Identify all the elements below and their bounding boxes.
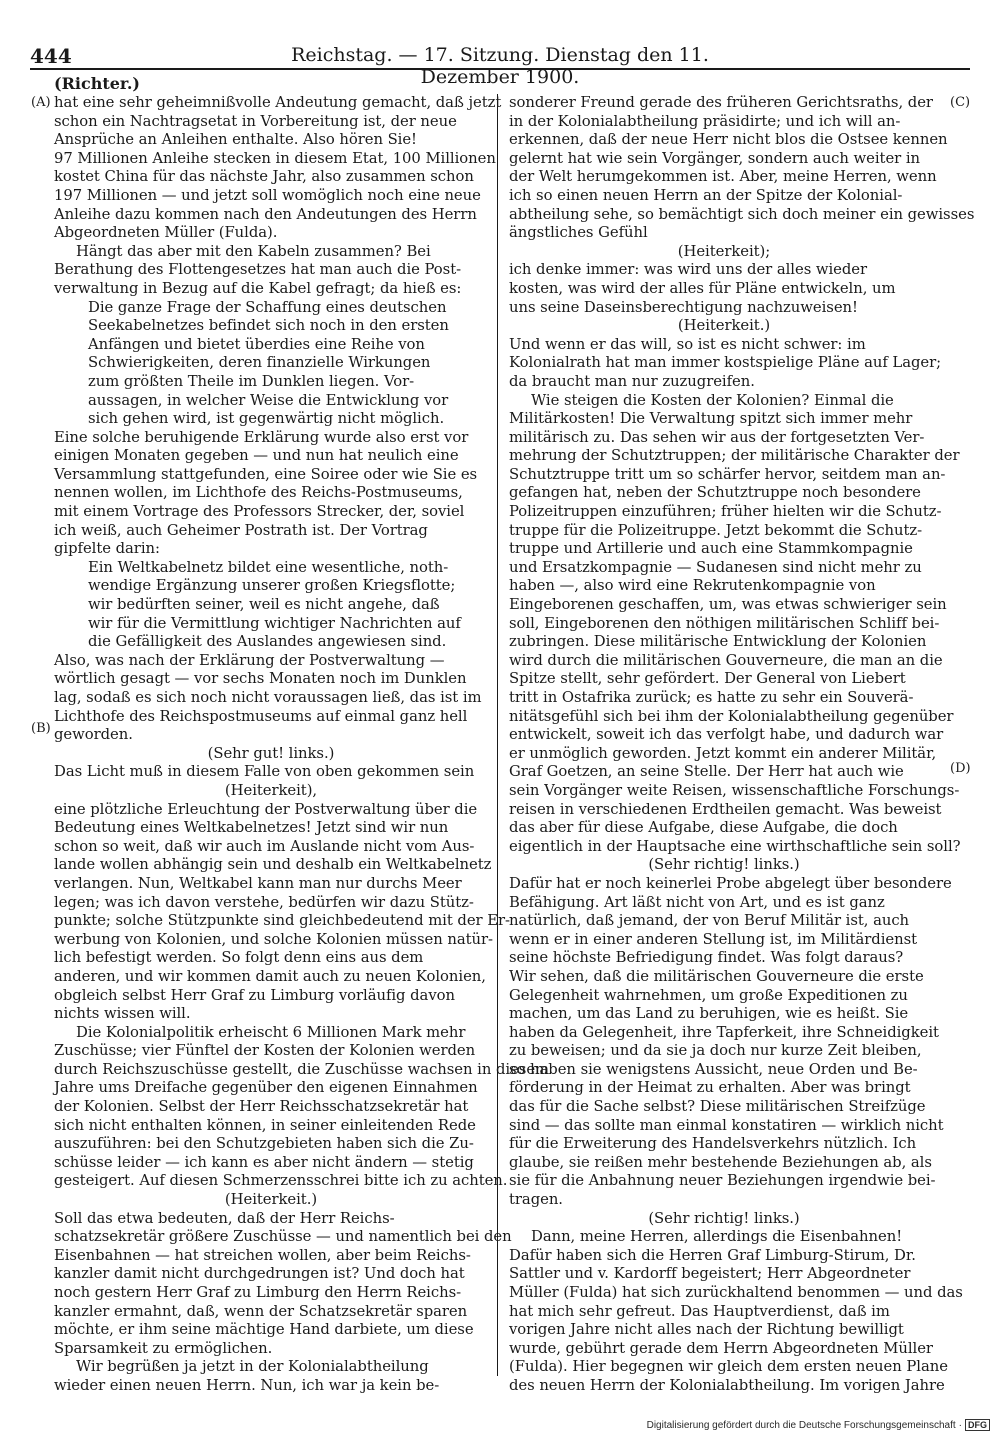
text-line: sich gehen wird, ist gegenwärtig nicht möglich.: [88, 410, 445, 428]
text-line: Wie steigen die Kosten der Kolonien? Einmal die: [531, 391, 894, 409]
text-line: Seekabelnetzes befindet sich noch in den ersten: [88, 317, 449, 335]
text-line: haben da Gelegenheit, ihre Tapferkeit, ihre Schneidigkeit: [509, 1023, 939, 1041]
text-line: wörtlich gesagt — vor sechs Monaten noch im Dunklen: [54, 670, 467, 688]
text-line: förderung in der Heimat zu erhalten. Aber was bringt: [509, 1079, 911, 1097]
text-line: (Heiterkeit);: [677, 242, 771, 260]
text-line: mit einem Vortrage des Professors Strecker, der, soviel: [54, 503, 465, 521]
text-line: Spitze stellt, sehr gefördert. Der General von Liebert: [509, 670, 906, 688]
text-line: sonderer Freund gerade des früheren Gerichtsraths, der: [509, 94, 933, 111]
text-line: nitätsgefühl sich bei ihm der Kolonialabtheilung gegenüber: [509, 707, 954, 725]
text-line: Dann, meine Herren, allerdings die Eisenbahnen!: [531, 1228, 903, 1246]
text-line: (Heiterkeit.): [677, 317, 771, 335]
text-line: machen, um das Land zu beruhigen, wie es heißt. Sie: [509, 1005, 909, 1023]
text-line: hat mich sehr gefreut. Das Hauptverdienst, daß im: [509, 1302, 890, 1320]
text-line: sich nicht enthalten können, in seiner einleitenden Rede: [54, 1116, 476, 1134]
text-line: die Gefälligkeit des Auslandes angewiesen sind.: [88, 633, 447, 651]
column-divider: [497, 94, 498, 1376]
text-line: nennen wollen, im Lichthofe des Reichs-Postmuseums,: [54, 484, 463, 502]
text-line: ängstliches Gefühl: [509, 224, 648, 242]
text-line: Und wenn er das will, so ist es nicht schwer: im: [509, 335, 866, 353]
text-line: aussagen, in welcher Weise die Entwicklung vor: [88, 391, 449, 409]
text-line: Zuschüsse; vier Fünftel der Kosten der Kolonien werden: [54, 1042, 476, 1060]
text-line: verwaltung in Bezug auf die Kabel gefragt; da hieß es:: [54, 279, 462, 297]
text-line: wendige Ergänzung unserer großen Kriegsflotte;: [88, 577, 456, 595]
page-number: 444: [30, 44, 72, 68]
text-line: gefangen hat, neben der Schutztruppe noch besondere: [509, 484, 921, 502]
text-line: der Kolonien. Selbst der Herr Reichsschatzsekretär hat: [54, 1098, 469, 1116]
text-line: abtheilung sehe, so bemächtigt sich doch meiner ein gewisses: [509, 205, 975, 223]
text-line: lag, sodaß es sich noch nicht voraussagen ließ, das ist im: [54, 689, 482, 706]
text-line: Müller (Fulda) hat sich zurückhaltend benommen — und das: [509, 1284, 963, 1301]
text-line: das aber für diese Aufgabe, diese Aufgabe, die doch: [509, 819, 898, 837]
text-line: Wir sehen, daß die militärischen Gouverneure die erste: [509, 967, 924, 985]
text-line: kosten, was wird der alles für Pläne entwickeln, um: [509, 279, 896, 297]
text-line: Anfängen und bietet überdies eine Reihe von: [88, 335, 425, 353]
text-line: so haben sie wenigstens Aussicht, neue Orden und Be-: [509, 1060, 918, 1078]
text-line: er unmöglich geworden. Jetzt kommt ein anderer Militär,: [509, 744, 937, 762]
text-line: wir bedürften seiner, weil es nicht angehe, daß: [88, 596, 440, 614]
text-line: ich so einen neuen Herrn an der Spitze der Kolonial-: [509, 186, 903, 204]
text-line: der Welt herumgekommen ist. Aber, meine Herren, wenn: [509, 168, 937, 186]
text-line: gelernt hat wie sein Vorgänger, sondern auch weiter in: [509, 149, 920, 167]
text-line: uns seine Daseinsberechtigung nachzuweisen!: [509, 298, 858, 316]
text-line: Hängt das aber mit den Kabeln zusammen? Bei: [76, 242, 431, 260]
text-line: schon ein Nachtragsetat in Vorbereitung ist, der neue: [54, 112, 457, 130]
running-title: Reichstag. — 17. Sitzung. Dienstag den 11. Dezember 1900.: [291, 44, 709, 88]
text-line: Polizeitruppen einzuführen; früher hielten wir die Schutz-: [509, 503, 942, 521]
text-line: natürlich, daß jemand, der von Beruf Militär ist, auch: [509, 912, 910, 930]
margin-label-b: (B): [31, 721, 51, 736]
text-line: zum größten Theile im Dunklen liegen. Vor-: [88, 372, 415, 390]
text-line: ich weiß, auch Geheimer Postrath ist. Der Vortrag: [54, 521, 428, 539]
text-line: schüsse leider — ich kann es aber nicht ändern — stetig: [54, 1153, 474, 1171]
text-line: sein Vorgänger weite Reisen, wissenschaftliche Forschungs-: [509, 781, 960, 799]
text-line: Graf Goetzen, an seine Stelle. Der Herr hat auch wie: [509, 763, 904, 781]
text-line: Ansprüche an Anleihen enthalte. Also hören Sie!: [54, 131, 417, 149]
margin-label-c: (C): [950, 95, 971, 110]
text-line: Sparsamkeit zu ermöglichen.: [54, 1339, 273, 1357]
text-line: (Fulda). Hier begegnen wir gleich dem ersten neuen Plane: [509, 1358, 948, 1376]
footer-separator: ·: [958, 1419, 962, 1431]
text-line: durch Reichszuschüsse gestellt, die Zuschüsse wachsen in diesem: [54, 1060, 550, 1078]
text-line: (Sehr richtig! links.): [648, 856, 800, 874]
text-line: hat eine sehr geheimnißvolle Andeutung gemacht, daß jetzt: [54, 94, 502, 111]
text-line: tritt in Ostafrika zurück; es hatte zu sehr ein Souverä-: [509, 689, 914, 706]
text-line: Versammlung stattgefunden, eine Soiree oder wie Sie es: [54, 465, 478, 483]
text-line: wenn er in einer anderen Stellung ist, im Militärdienst: [509, 930, 918, 948]
text-line: kanzler damit nicht durchgedrungen ist? Und doch hat: [54, 1265, 465, 1283]
text-line: entwickelt, soweit ich das verfolgt habe, und dadurch war: [509, 726, 944, 744]
text-line: mehrung der Schutztruppen; der militärische Charakter der: [509, 447, 960, 465]
text-line: Befähigung. Art läßt nicht von Art, und es ist ganz: [509, 893, 885, 911]
text-line: Ein Weltkabelnetz bildet eine wesentliche, noth-: [88, 558, 449, 576]
text-line: kostet China für das nächste Jahr, also zusammen schon: [54, 168, 474, 186]
text-line: noch gestern Herr Graf zu Limburg den Herrn Reichs-: [54, 1284, 462, 1301]
text-line: auszuführen: bei den Schutzgebieten haben sich die Zu-: [54, 1135, 474, 1153]
text-line: zu beweisen; und da sie ja doch nur kurze Zeit bleiben,: [509, 1042, 922, 1060]
text-line: Anleihe dazu kommen nach den Andeutungen des Herrn: [54, 205, 477, 223]
text-line: wurde, gebührt gerade dem Herrn Abgeordneten Müller: [509, 1339, 933, 1357]
footer-credit: [647, 1419, 990, 1431]
text-line: glaube, sie reißen mehr bestehende Beziehungen ab, als: [509, 1153, 932, 1171]
text-line: sind — das sollte man einmal konstatiren — wirklich nicht: [509, 1116, 944, 1134]
text-line: das für die Sache selbst? Diese militärischen Streifzüge: [509, 1098, 926, 1116]
text-line: eine plötzliche Erleuchtung der Postverwaltung über die: [54, 800, 478, 818]
text-line: soll, Eingeborenen den nöthigen militärischen Schliff bei-: [509, 614, 940, 632]
dfg-logo: DFG: [965, 1419, 990, 1431]
text-line: seine höchste Befriedigung findet. Was folgt daraus?: [509, 949, 904, 967]
header-rule: [30, 68, 970, 70]
text-line: Also, was nach der Erklärung der Postverwaltung —: [54, 651, 445, 669]
text-line: in der Kolonialabtheilung präsidirte; und ich will an-: [509, 112, 901, 130]
text-line: Schutztruppe tritt um so schärfer hervor, seitdem man an-: [509, 465, 946, 483]
text-line: Dafür hat er noch keinerlei Probe abgelegt über besondere: [509, 874, 952, 892]
text-line: truppe für die Polizeitruppe. Jetzt bekommt die Schutz-: [509, 521, 923, 539]
text-line: verlangen. Nun, Weltkabel kann man nur durchs Meer: [54, 874, 462, 892]
text-line: schon so weit, daß wir auch im Auslande nicht vom Aus-: [54, 837, 475, 855]
text-line: Eine solche beruhigende Erklärung wurde also erst vor: [54, 428, 469, 446]
text-line: anderen, und wir kommen damit auch zu neuen Kolonien,: [54, 967, 486, 985]
text-line: Abgeordneten Müller (Fulda).: [54, 224, 278, 242]
text-line: zubringen. Diese militärische Entwicklung der Kolonien: [509, 633, 927, 651]
text-line: lande wollen abhängig sein und deshalb ein Weltkabelnetz: [54, 856, 492, 874]
text-line: gesteigert. Auf diesen Schmerzensschrei bitte ich zu achten.: [54, 1172, 508, 1190]
text-line: 197 Millionen — und jetzt soll womöglich noch eine neue: [54, 186, 481, 204]
column-right: [509, 94, 975, 1396]
text-line: (Sehr gut! links.): [207, 744, 335, 762]
text-line: werbung von Kolonien, und solche Kolonien müssen natür-: [54, 930, 493, 948]
text-line: (Heiterkeit.): [224, 1191, 318, 1209]
text-line: punkte; solche Stützpunkte sind gleichbedeutend mit der Er-: [54, 912, 510, 930]
text-line: reisen in verschiedenen Erdtheilen gemacht. Was beweist: [509, 800, 942, 818]
text-line: haben —, also wird eine Rekrutenkompagnie von: [509, 577, 876, 595]
text-line: und Ersatzkompagnie — Sudanesen sind nicht mehr zu: [509, 558, 922, 576]
text-line: Jahre ums Dreifache gegenüber den eigenen Einnahmen: [54, 1079, 478, 1097]
text-line: Dafür haben sich die Herren Graf Limburg-Stirum, Dr.: [509, 1246, 916, 1264]
text-line: Gelegenheit wahrnehmen, um große Expeditionen zu: [509, 986, 908, 1004]
text-line: kanzler ermahnt, daß, wenn der Schatzsekretär sparen: [54, 1302, 468, 1320]
text-line: möchte, er ihm seine mächtige Hand darbiete, um diese: [54, 1321, 474, 1339]
text-line: vorigen Jahre nicht alles nach der Richtung bewilligt: [509, 1321, 904, 1339]
text-line: geworden.: [54, 726, 133, 744]
text-line: Die Kolonialpolitik erheischt 6 Millionen Mark mehr: [76, 1023, 466, 1041]
text-line: truppe und Artillerie und auch eine Stammkompagnie: [509, 540, 913, 558]
speaker-name: (Richter.): [54, 74, 140, 93]
text-line: Soll das etwa bedeuten, daß der Herr Reichs-: [54, 1209, 395, 1227]
text-line: obgleich selbst Herr Graf zu Limburg vorläufig davon: [54, 986, 455, 1004]
text-line: Lichthofe des Reichspostmuseums auf einmal ganz hell: [54, 707, 468, 725]
text-line: wird durch die militärischen Gouverneure, die man an die: [509, 651, 943, 669]
text-line: sie für die Anbahnung neuer Beziehungen irgendwie bei-: [509, 1172, 936, 1190]
text-line: (Sehr richtig! links.): [648, 1209, 800, 1227]
text-line: des neuen Herrn der Kolonialabtheilung. Im vorigen Jahre: [509, 1376, 945, 1394]
text-line: eigentlich in der Hauptsache eine wirthschaftliche sein soll?: [509, 837, 961, 855]
text-line: Wir begrüßen ja jetzt in der Kolonialabtheilung: [76, 1358, 429, 1376]
text-line: tragen.: [509, 1191, 563, 1209]
text-line: legen; was ich davon verstehe, bedürfen wir dazu Stütz-: [54, 893, 474, 911]
text-line: Eisenbahnen — hat streichen wollen, aber beim Reichs-: [54, 1246, 471, 1264]
margin-label-d: (D): [950, 761, 971, 776]
text-line: Eingeborenen geschaffen, um, was etwas schwieriger sein: [509, 596, 947, 614]
margin-label-a: (A): [31, 95, 51, 110]
text-line: schatzsekretär größere Zuschüsse — und namentlich bei den: [54, 1228, 512, 1246]
text-line: für die Erweiterung des Handelsverkehrs nützlich. Ich: [509, 1135, 917, 1153]
text-line: wir für die Vermittlung wichtiger Nachrichten auf: [88, 614, 461, 632]
text-line: Kolonialrath hat man immer kostspielige Pläne auf Lager;: [509, 354, 942, 372]
text-line: 97 Millionen Anleihe stecken in diesem Etat, 100 Millionen: [54, 149, 496, 167]
text-line: gipfelte darin:: [54, 540, 160, 558]
text-line: militärisch zu. Das sehen wir aus der fortgesetzten Ver-: [509, 428, 925, 446]
text-line: Die ganze Frage der Schaffung eines deutschen: [88, 298, 447, 316]
text-line: erkennen, daß der neue Herr nicht blos die Ostsee kennen: [509, 131, 948, 149]
text-line: Das Licht muß in diesem Falle von oben gekommen sein: [54, 763, 475, 781]
text-line: wieder einen neuen Herrn. Nun, ich war ja kein be-: [54, 1376, 440, 1394]
text-line: Bedeutung eines Weltkabelnetzes! Jetzt sind wir nun: [54, 819, 449, 837]
text-line: lich befestigt werden. So folgt denn eins aus dem: [54, 949, 424, 967]
text-line: Sattler und v. Kardorff begeistert; Herr Abgeordneter: [509, 1265, 911, 1283]
text-line: (Heiterkeit),: [224, 781, 318, 799]
text-line: Militärkosten! Die Verwaltung spitzt sich immer mehr: [509, 410, 913, 428]
footer-credit-text: Digitalisierung gefördert durch die Deutsche Forschungsgemeinschaft: [646, 1419, 956, 1431]
text-line: Berathung des Flottengesetzes hat man auch die Post-: [54, 261, 462, 279]
text-line: da braucht man nur zuzugreifen.: [509, 372, 755, 390]
text-line: ich denke immer: was wird uns der alles wieder: [509, 261, 868, 279]
text-line: einigen Monaten gegeben — und nun hat neulich eine: [54, 447, 459, 465]
text-line: nichts wissen will.: [54, 1005, 191, 1023]
text-line: Schwierigkeiten, deren finanzielle Wirkungen: [88, 354, 431, 372]
